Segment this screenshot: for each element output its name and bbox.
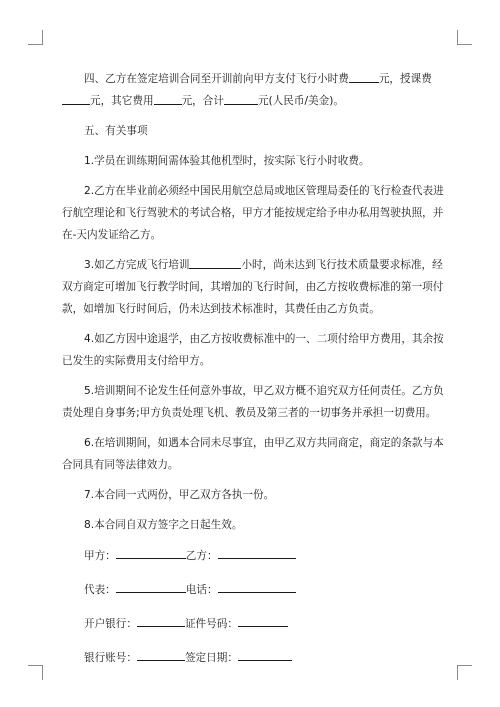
- label-party-b: 乙方：: [185, 550, 218, 562]
- item-3-text-1: 3.如乙方完成飞行培训: [84, 259, 190, 271]
- clause-payment-text-3: 元，其它费用: [90, 95, 154, 107]
- field-party-b[interactable]: [218, 546, 296, 559]
- clause-payment-text-1: 四、乙方在签定培训合同至开训前向甲方支付飞行小时费: [84, 73, 349, 85]
- label-id-number: 证件号码：: [184, 618, 238, 630]
- signature-row-contact: [62, 578, 448, 602]
- field-account[interactable]: [137, 648, 185, 661]
- blank-other-fee[interactable]: [154, 92, 182, 105]
- field-id-number[interactable]: [238, 614, 288, 627]
- item-7: 7.本合同一式两份，甲乙双方各执一份。: [84, 489, 275, 501]
- item-1: 1.学员在训练期间需体验其他机型时，按实际飞行小时收费。: [84, 155, 370, 167]
- field-bank[interactable]: [137, 614, 185, 627]
- crop-mark-top-left: [28, 30, 43, 45]
- clause-payment-text-5: 元(人民币/美金)。: [257, 95, 344, 107]
- document-body: [62, 68, 448, 680]
- label-account: 银行账号：: [84, 652, 137, 664]
- clause-payment-text-2: 元，授课费: [378, 73, 432, 85]
- clause-payment: [62, 68, 448, 112]
- label-sign-date: 签定日期：: [184, 652, 238, 664]
- blank-training-hours[interactable]: [189, 256, 241, 269]
- signature-row-bank: [62, 612, 448, 636]
- crop-mark-bottom-right: [457, 665, 472, 680]
- blank-total-fee[interactable]: [224, 92, 258, 105]
- section-heading: 五、有关事项: [84, 125, 148, 137]
- label-representative: 代表：: [84, 584, 116, 596]
- field-phone[interactable]: [218, 580, 296, 593]
- item-2: 2.乙方在毕业前必须经中国民用航空总局或地区管理局委任的飞行检查代表进行航空理论和飞行驾驶术的考试合格，甲方才能按规定给予申办私用驾驶执照，并在-天内发证给乙方。: [62, 185, 444, 241]
- crop-mark-top-right: [457, 30, 472, 45]
- signature-row-parties: [62, 544, 448, 568]
- item-3-text-2: 小时，尚未达到飞行技术质量要求标准，经双方商定可增加飞行教学时间，其增加的飞行时间，由乙方按收费标准的第一项付款，如增加飞行时间后，仍未达到技术标准时，其费任由乙方负责。: [62, 259, 444, 315]
- field-sign-date[interactable]: [238, 648, 292, 661]
- label-bank: 开户银行：: [84, 618, 137, 630]
- signature-row-account: [62, 646, 448, 670]
- item-8: 8.本合同自双方签字之日起生效。: [84, 519, 243, 531]
- label-party-a: 甲方：: [84, 550, 116, 562]
- item-5: 5.培训期间不论发生任何意外事故，甲乙双方概不追究双方任何责任。乙方负责处理自身事务;甲方负责处理飞机、教员及第三者的一切事务并承担一切费用。: [62, 385, 444, 419]
- crop-mark-bottom-left: [28, 665, 43, 680]
- field-party-a[interactable]: [116, 546, 186, 559]
- blank-teaching-fee[interactable]: [62, 92, 90, 105]
- item-6: 6.在培训期间，如遇本合同未尽事宜，由甲乙双方共同商定，商定的条款与本合同具有同等法律效力。: [62, 437, 444, 471]
- item-3: [62, 254, 448, 320]
- field-representative[interactable]: [116, 580, 186, 593]
- clause-payment-text-4: 元，合计: [181, 95, 224, 107]
- blank-flight-hour-fee[interactable]: [349, 70, 379, 83]
- item-4: 4.如乙方因中途退学，由乙方按收费标准中的一、二项付给甲方费用，其余按已发生的实际费用支付给甲方。: [62, 333, 444, 367]
- label-phone: 电话：: [185, 584, 218, 596]
